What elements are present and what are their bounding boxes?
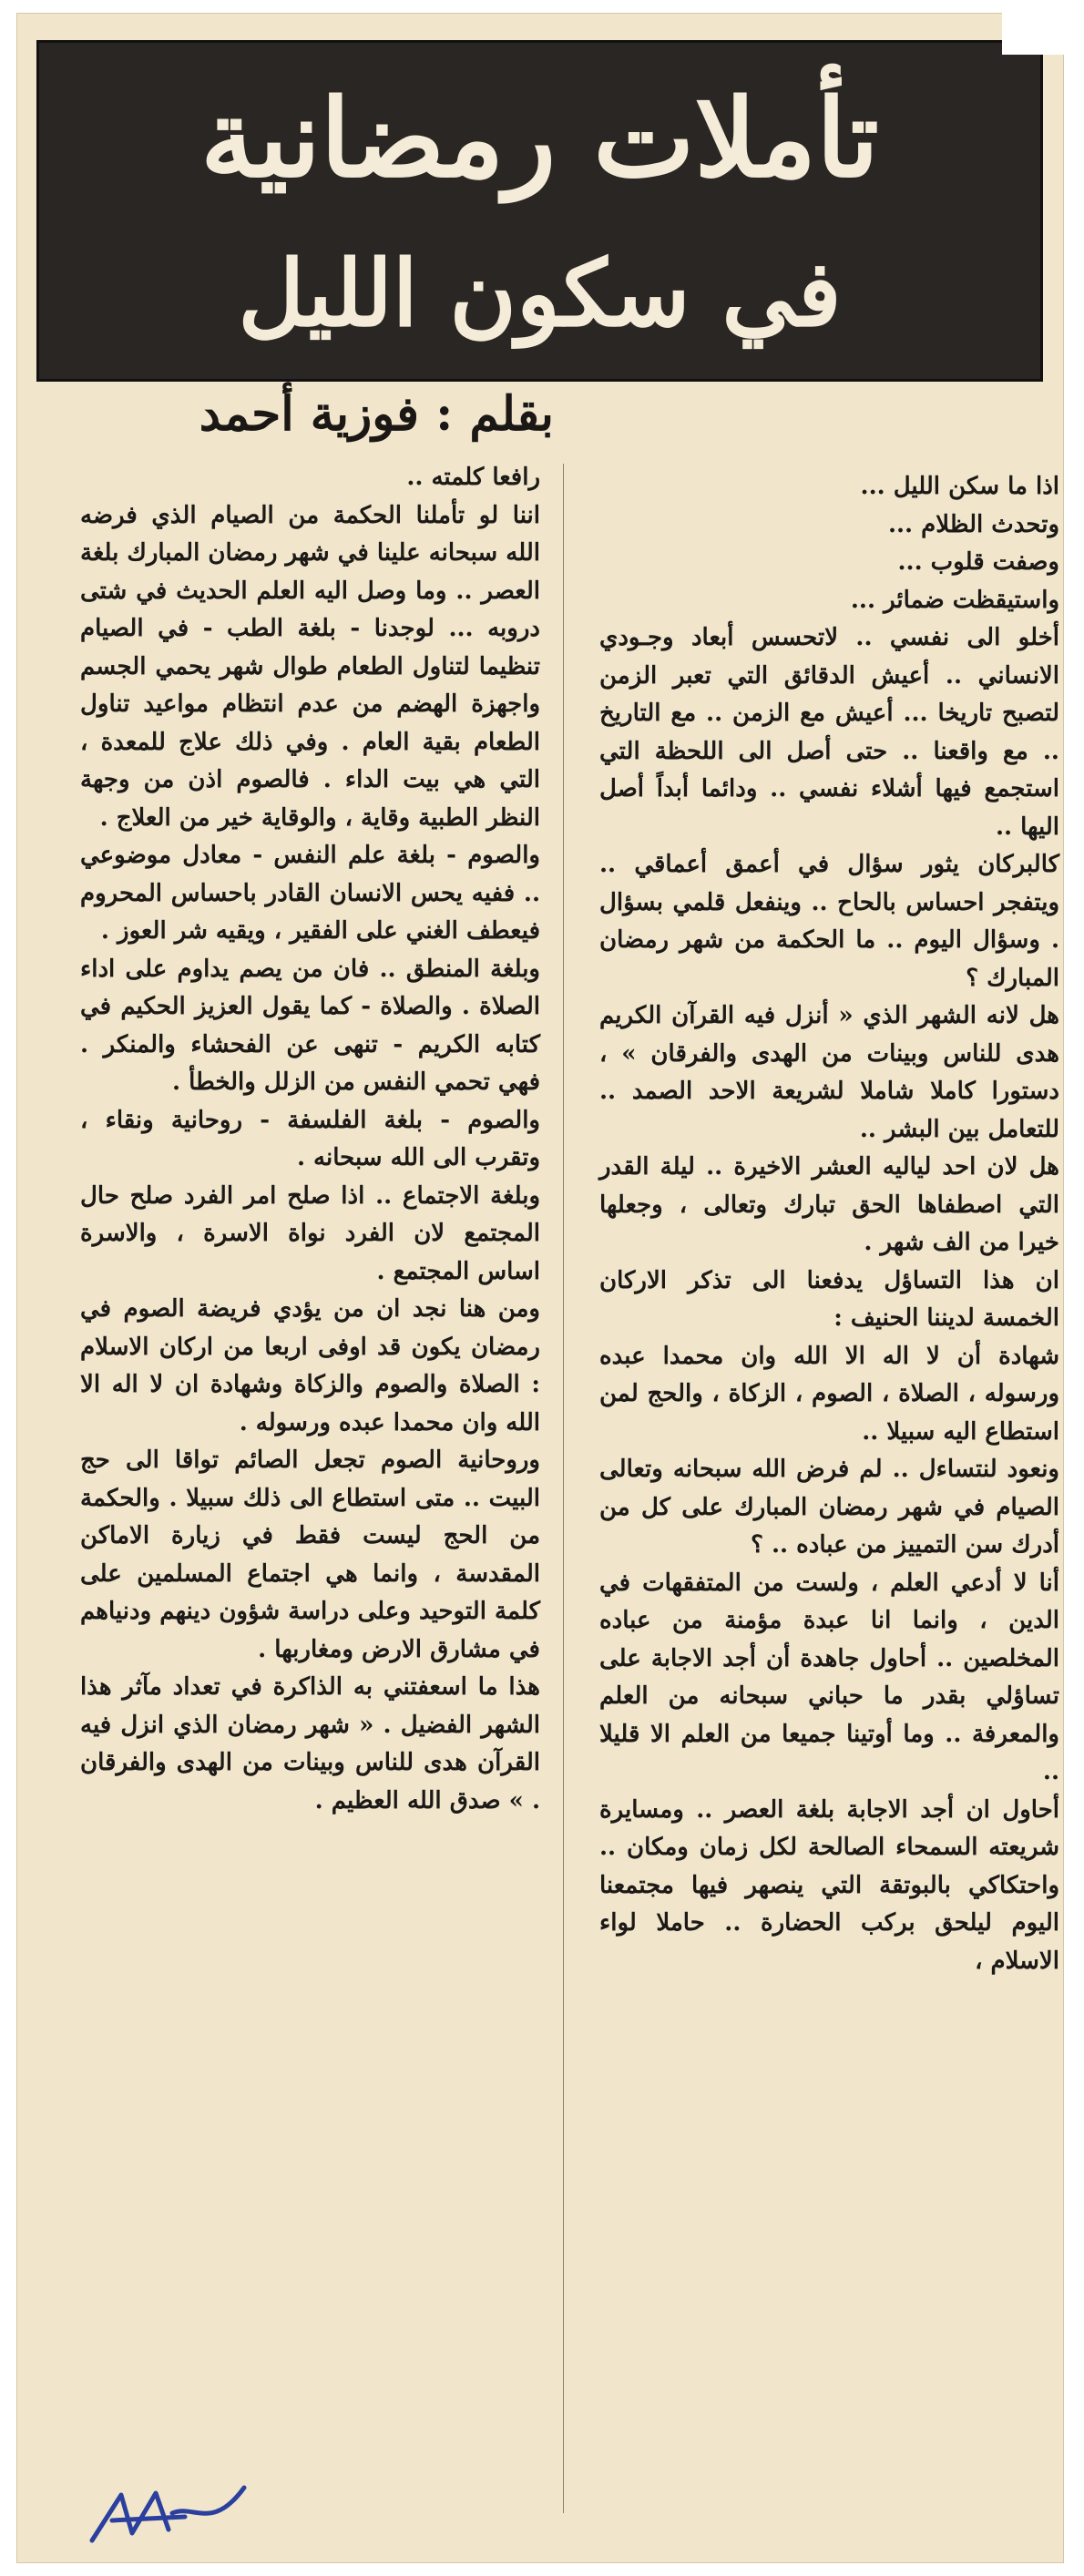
signature-scribble	[85, 2477, 258, 2554]
paragraph: ونعود لنتساءل .. لم فرض الله سبحانه وتعالى الصيام في شهر رمضان المبارك على كل من أدرك سن التمييز من عباده .. ؟	[599, 1456, 1059, 1559]
paragraph: ان هذا التساؤل يدفعنا الى تذكر الاركان الخمسة لديننا الحنيف :	[599, 1266, 1059, 1332]
headline-title: تأملات رمضانية	[200, 75, 879, 201]
paragraph: هل لان احد لياليه العشر الاخيرة .. ليلة القدر التي اصطفاها الحق تبارك وتعالى ، وجعلها خيرا من الف شهر .	[599, 1153, 1059, 1256]
paragraph: أنا لا أدعي العلم ، ولست من المتفقهات في الدين ، وانما انا عبدة مؤمنة من عباده المخلصين .. أحاول جاهدة أن أجد الاجابة على تساؤلي بقدر ما حباني سبحانه من العلم والمعرفة .. وما أوتينا جميعا من العلم الا قليلا ..	[599, 1569, 1059, 1785]
torn-corner	[1002, 0, 1084, 55]
paragraph: وصفت قلوب ...	[897, 548, 1059, 576]
paragraph: اننا لو تأملنا الحكمة من الصيام الذي فرضه الله سبحانه علينا في شهر رمضان المبارك بلغة العصر .. وما وصل اليه العلم الحديث في شتى دروبه ... لوجدنا - بلغة الطب - في الصيام تنظيما لتناول الطعام طوال شهر يحمي الجسم واجهزة الهضم من عدم انتظام مواعيد تناول الطعام بقية العام . وفي ذلك علاج للمعدة ، التي هي بيت الداء . فالصوم اذن من وجهة النظر الطبية وقاية ، والوقاية خير من العلاج .	[80, 501, 540, 832]
headline-subtitle: في سكون الليل	[238, 240, 842, 347]
paragraph: رافعا كلمته ..	[406, 464, 540, 491]
paragraph: واستيقظت ضمائر ...	[850, 586, 1059, 614]
headline-banner	[36, 40, 1043, 382]
paragraph: أخلو الى نفسي .. لاتحسس أبعاد وجـودي الانساني .. أعيش الدقائق التي تعبر الزمن لتصبح تاريخا ... أعيش مع الزمن .. مع التاريخ .. مع واقعنا .. حتى أصل الى اللحظة التي استجمع فيها أشلاء نفسي .. ودائما أبداً أصل اليها ..	[599, 624, 1059, 841]
paragraph: وتحدث الظلام ...	[887, 510, 1059, 538]
article-column-left	[80, 459, 540, 1820]
paragraph: هذا ما اسعفتني به الذاكرة في تعداد مآثر هذا الشهر الفضيل . « شهر رمضان الذي انزل فيه القرآن هدى للناس وبينات من الهدى والفرقان . » صدق الله العظيم .	[80, 1673, 540, 1814]
paragraph: هل لانه الشهر الذي « أنزل فيه القرآن الكريم هدى للناس وبينات من الهدى والفرقان » ، دستورا كاملا شاملا لشريعة الاحد الصمد .. للتعامل بين البشر ..	[599, 1002, 1059, 1143]
paragraph: كالبركان يثور سؤال في أعمق أعماقي .. ويتفجر احساس بالحاح .. وينفعل قلمي بسؤال . وسؤال اليوم .. ما الحكمة من شهر رمضان المبارك ؟	[599, 851, 1059, 992]
paragraph: والصوم - بلغة الفلسفة - روحانية ونقاء ، وتقرب الى الله سبحانه .	[80, 1106, 540, 1171]
paragraph: اذا ما سكن الليل ...	[860, 473, 1059, 500]
article-column-right	[599, 468, 1059, 1980]
paragraph: وروحانية الصوم تجعل الصائم تواقا الى حج البيت .. متى استطاع الى ذلك سبيلا . والحكمة من الحج ليست فقط في زيارة الاماكن المقدسة ، وانما هي اجتماع المسلمين على كلمة التوحيد وعلى دراسة شؤون دينهم ودنياهم في مشارق الارض ومغاربها .	[80, 1446, 540, 1663]
newspaper-clipping	[16, 13, 1064, 2563]
author-byline: بقلم : فوزية أحمد	[199, 386, 554, 442]
paragraph: والصوم - بلغة علم النفس - معادل موضوعي .. ففيه يحس الانسان القادر باحساس المحروم فيعطف الغني على الفقير ، ويقيه شر العوز .	[80, 842, 540, 945]
paragraph: وبلغة المنطق .. فان من يصم يداوم على اداء الصلاة . والصلاة - كما يقول العزيز الحكيم في كتابه الكريم - تنهى عن الفحشاء والمنكر . فهي تحمي النفس من الزلل والخطأ .	[80, 955, 540, 1096]
paragraph: وبلغة الاجتماع .. اذا صلح امر الفرد صلح حال المجتمع لان الفرد نواة الاسرة ، والاسرة اساس المجتمع .	[80, 1181, 540, 1285]
column-divider	[563, 464, 564, 2513]
paragraph: أحاول ان أجد الاجابة بلغة العصر .. ومسايرة شريعته السمحاء الصالحة لكل زمان ومكان .. واحتكاكي بالبوتقة التي ينصهر فيها مجتمعنا اليوم ليلحق بركب الحضارة .. حاملا لواء الاسلام ،	[599, 1795, 1059, 1975]
paragraph: شهادة أن لا اله الا الله وان محمدا عبده ورسوله ، الصلاة ، الصوم ، الزكاة ، والحج لمن استطاع اليه سبيلا ..	[599, 1342, 1059, 1446]
paragraph: ومن هنا نجد ان من يؤدي فريضة الصوم في رمضان يكون قد اوفى اربعا من اركان الاسلام : الصلاة والصوم والزكاة وشهادة ان لا اله الا الله وان محمدا عبده ورسوله .	[80, 1295, 540, 1436]
